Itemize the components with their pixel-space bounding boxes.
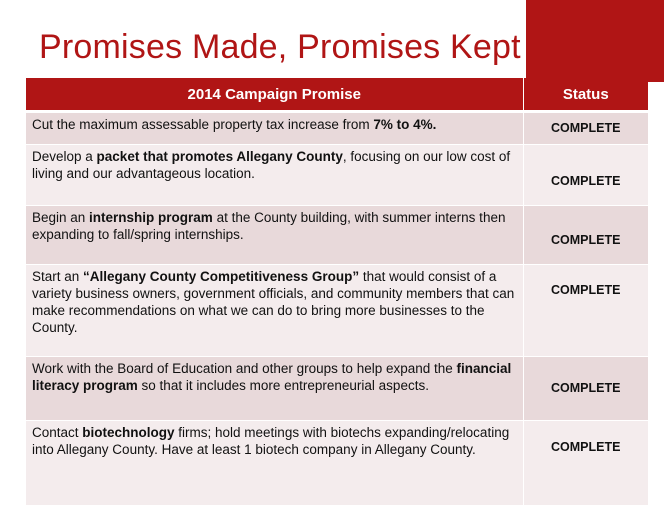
header-status: Status (523, 78, 648, 112)
promise-segment: Develop a (32, 149, 97, 164)
promise-segment: Cut the maximum assessable property tax increase from (32, 117, 373, 132)
promise-highlight: “Allegany County Competitiveness Group” (83, 269, 359, 284)
promise-segment: so that it includes more entrepreneurial aspects. (138, 378, 429, 393)
promise-text (26, 145, 523, 206)
promise-segment: Begin an (32, 210, 89, 225)
promise-highlight: 7% to 4%. (373, 117, 436, 132)
table-row (26, 265, 648, 357)
promise-highlight: internship program (89, 210, 213, 225)
status-cell: COMPLETE (523, 421, 648, 505)
promise-text (26, 265, 523, 357)
promise-text (26, 357, 523, 421)
table-row (26, 206, 648, 265)
promise-highlight: biotechnology (82, 425, 174, 440)
promise-text (26, 206, 523, 265)
accent-block (526, 0, 664, 82)
status-cell: COMPLETE (523, 112, 648, 145)
table-row (26, 357, 648, 421)
status-cell: COMPLETE (523, 357, 648, 421)
header-promise: 2014 Campaign Promise (26, 78, 523, 112)
status-cell: COMPLETE (523, 265, 648, 357)
promise-highlight: packet that promotes Allegany County (97, 149, 343, 164)
promise-segment: Contact (32, 425, 82, 440)
table-row (26, 145, 648, 206)
promise-highlight: financial literacy program (32, 361, 511, 393)
promise-text (26, 421, 523, 505)
promise-segment: Start an (32, 269, 83, 284)
status-cell: COMPLETE (523, 145, 648, 206)
slide-title: Promises Made, Promises Kept (39, 28, 521, 67)
table-header-row (26, 78, 648, 112)
promise-segment: at the County building, with summer interns then expanding to fall/spring internships. (32, 210, 505, 242)
promise-text (26, 112, 523, 145)
status-cell: COMPLETE (523, 206, 648, 265)
promise-segment: , focusing on our low cost of living and our advantageous location. (32, 149, 510, 181)
promise-segment: Work with the Board of Education and other groups to help expand the (32, 361, 457, 376)
promise-segment: that would consist of a variety business owners, government officials, and community members that can make recommendations on what we can do to bring more businesses to the County. (32, 269, 514, 335)
table-row (26, 112, 648, 145)
table-row (26, 421, 648, 505)
promise-table (26, 78, 648, 505)
promise-segment: firms; hold meetings with biotechs expanding/relocating into Allegany County. Have at least 1 biotech company in Allegany County. (32, 425, 509, 457)
